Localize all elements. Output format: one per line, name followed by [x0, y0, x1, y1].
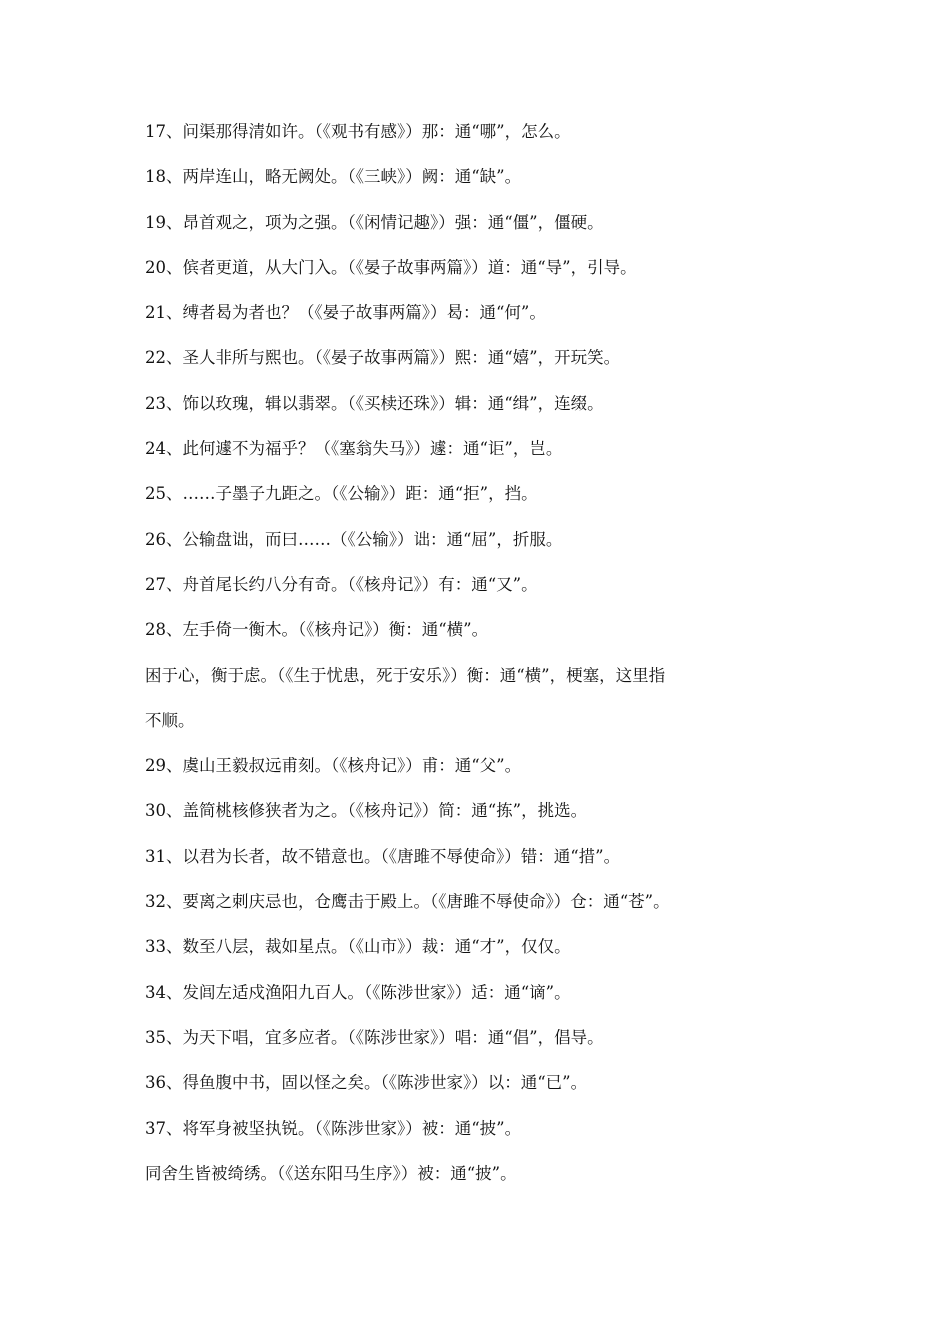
list-item: 25、……子墨子九距之。（《公输》）距：通“拒”，挡。: [145, 484, 538, 504]
list-item: 22、圣人非所与熙也。（《晏子故事两篇》）熙：通“嬉”，开玩笑。: [145, 348, 621, 368]
list-item: 23、饰以玫瑰，辑以翡翠。（《买椟还珠》）辑：通“缉”，连缀。: [145, 393, 604, 413]
list-item: 21、缚者曷为者也？（《晏子故事两篇》）曷：通“何”。: [145, 303, 546, 323]
list-item: 18、两岸连山，略无阙处。（《三峡》）阙：通“缺”。: [145, 167, 522, 187]
list-item: 同舍生皆被绮绣。（《送东阳马生序》）被：通“披”。: [145, 1163, 517, 1183]
list-item-continuation: 不顺。: [145, 710, 195, 730]
tongjiazi-list: [145, 121, 815, 1208]
list-item: 17、问渠那得清如许。（《观书有感》）那：通“哪”，怎么。: [145, 122, 571, 141]
list-item: 35、为天下唱，宜多应者。（《陈涉世家》）唱：通“倡”，倡导。: [145, 1027, 604, 1047]
list-item: 27、舟首尾长约八分有奇。（《核舟记》）有：通“又”。: [145, 574, 538, 594]
list-item: 28、左手倚一衡木。（《核舟记》）衡：通“横”。: [145, 620, 489, 640]
list-item: 29、虞山王毅叔远甫刻。（《核舟记》）甫：通“父”。: [145, 756, 522, 776]
list-item: 26、公输盘诎，而曰……（《公输》）诎：通“屈”，折服。: [145, 529, 563, 549]
list-item: 困于心，衡于虑。（《生于忧患，死于安乐》）衡：通“横”，梗塞，这里指: [145, 665, 666, 685]
list-item: 34、发闾左适戍渔阳九百人。（《陈涉世家》）适：通“谪”。: [145, 982, 571, 1002]
list-item: 36、得鱼腹中书，固以怪之矣。（《陈涉世家》）以：通“已”。: [145, 1073, 588, 1093]
list-item: 24、此何遽不为福乎？（《塞翁失马》）遽：通“讵”，岂。: [145, 439, 563, 459]
list-item: 33、数至八层，裁如星点。（《山市》）裁：通“才”，仅仅。: [145, 937, 571, 957]
list-item: 19、昂首观之，项为之强。（《闲情记趣》）强：通“僵”，僵硬。: [145, 212, 604, 232]
list-item: 31、以君为长者，故不错意也。（《唐雎不辱使命》）错：通“措”。: [145, 846, 621, 866]
list-item: 30、盖简桃核修狭者为之。（《核舟记》）简：通“拣”，挑选。: [145, 801, 588, 821]
list-item: 20、傧者更道，从大门入。（《晏子故事两篇》）道：通“导”，引导。: [145, 257, 637, 277]
list-item: 37、将军身被坚执锐。（《陈涉世家》）被：通“披”。: [145, 1118, 522, 1138]
list-item: 32、要离之刺庆忌也，仓鹰击于殿上。（《唐雎不辱使命》）仓：通“苍”。: [145, 892, 670, 912]
